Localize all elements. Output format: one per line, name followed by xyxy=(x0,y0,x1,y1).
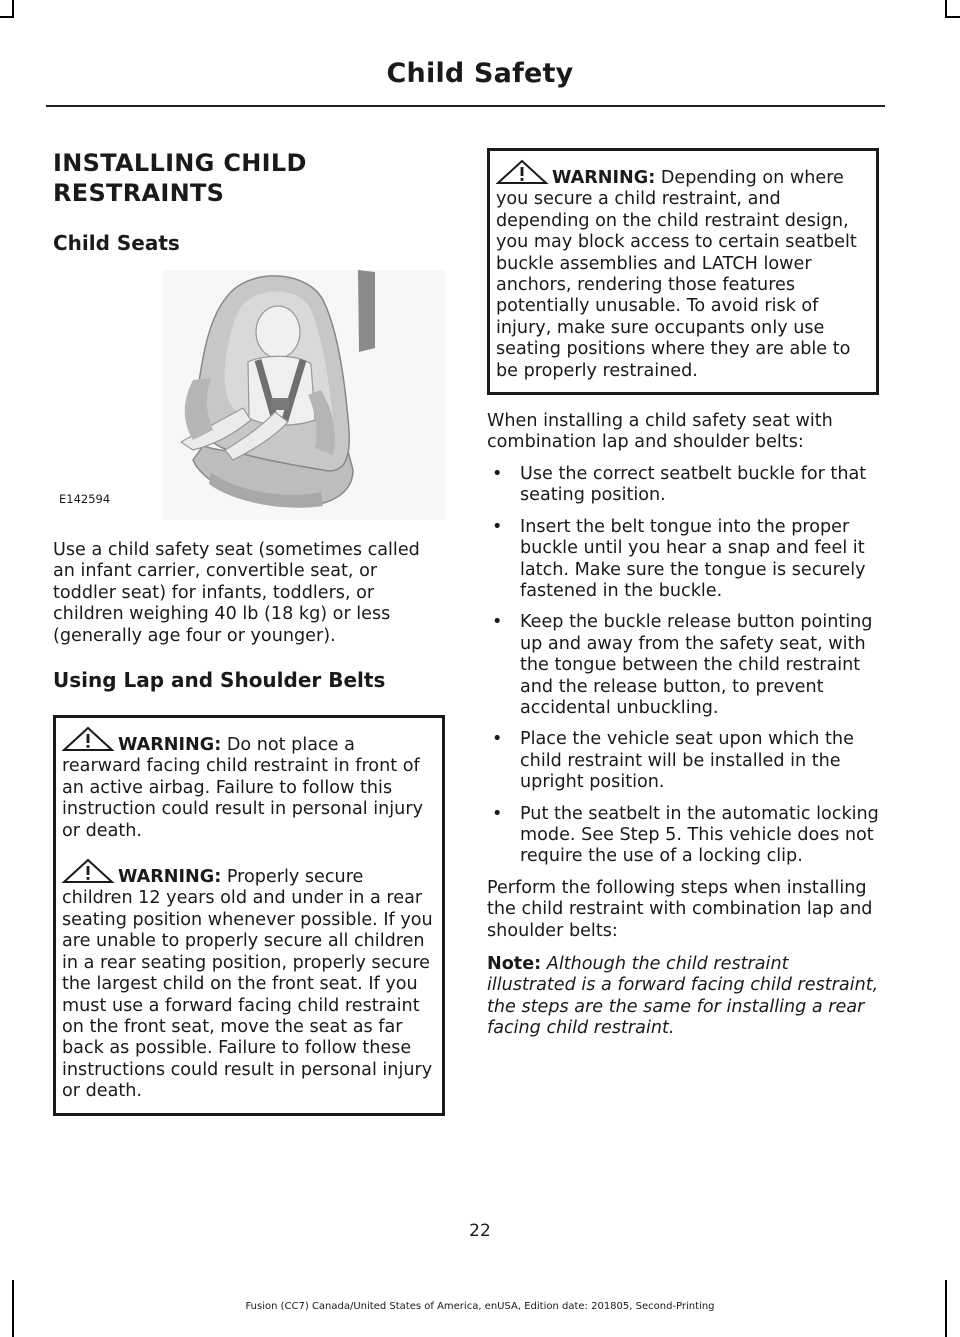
steps-intro: Perform the following steps when installing the child restraint with combination lap and shoulder belts: xyxy=(487,877,873,941)
instruction-list xyxy=(487,464,879,868)
list-item xyxy=(487,804,879,868)
section-heading xyxy=(53,148,445,208)
list-item xyxy=(487,612,879,719)
warning-text: Properly secure children 12 years old and under in a rear seating position whenever possible. If you are unable to properly secure all children in a rear seating position, properly secure the largest child on the front seat. If you must use a forward facing child restraint on the front seat, move the seat as far back as possible. Failure to follow these instructions could result in personal injury or death. xyxy=(62,867,433,1102)
child-seat-figure xyxy=(53,270,445,530)
subheading-lap-shoulder-belts: Using Lap and Shoulder Belts xyxy=(53,668,386,693)
warning-label: WARNING: xyxy=(118,867,222,888)
list-item xyxy=(487,517,879,603)
figure-code: E142594 xyxy=(59,492,111,506)
warning-2 xyxy=(62,858,436,1102)
list-item-text: Use the correct seatbelt buckle for that seating position. xyxy=(520,463,867,506)
warning-triangle-icon xyxy=(496,159,552,185)
header-rule xyxy=(46,105,885,107)
crop-mark xyxy=(945,16,960,18)
list-item-text: Insert the belt tongue into the proper buckle until you hear a snap and feel it latch. Make sure the tongue is securely fastened in the buckle. xyxy=(520,516,866,601)
list-item xyxy=(487,729,879,793)
page-header-title: Child Safety xyxy=(386,58,574,89)
list-item xyxy=(487,464,879,507)
left-column xyxy=(53,148,445,1116)
section-heading-line1: INSTALLING CHILD xyxy=(53,149,307,177)
warning-triangle-icon xyxy=(62,726,118,752)
warning-box-right xyxy=(487,148,879,395)
note-text: Although the child restraint illustrated is a forward facing child restraint, the steps are the same for installing a rear facing child restraint. xyxy=(487,954,879,1039)
section-heading-line2: RESTRAINTS xyxy=(53,179,225,207)
warning-triangle-icon xyxy=(62,858,118,884)
warning-label: WARNING: xyxy=(552,168,656,188)
right-column xyxy=(487,148,879,1040)
list-item-text: Place the vehicle seat upon which the child restraint will be installed in the upright position. xyxy=(520,729,854,793)
page-footer: Fusion (CC7) Canada/United States of America, enUSA, Edition date: 201805, Second-Printing xyxy=(245,1301,715,1312)
bullet-icon: • xyxy=(492,612,503,633)
subheading-child-seats: Child Seats xyxy=(53,231,180,255)
warning-label: WARNING: xyxy=(118,735,222,756)
warning-1 xyxy=(62,726,436,842)
note xyxy=(487,954,879,1040)
list-item-text: Put the seatbelt in the automatic locking mode. See Step 5. This vehicle does not require the use of a locking clip. xyxy=(520,803,879,867)
warning-text: Depending on where you secure a child restraint, and depending on the child restraint design, you may block access to certain seatbelt buckle assemblies and LATCH lower anchors, rendering those features potentially unusable. To avoid risk of injury, make sure occupants only use seating positions where they are able to be properly restrained. xyxy=(496,168,857,381)
bullet-icon: • xyxy=(492,803,503,824)
bullet-icon: • xyxy=(492,516,503,537)
warning-text: Do not place a rearward facing child restraint in front of an active airbag. Failure to follow this instruction could result in personal injury or death. xyxy=(62,735,423,841)
page-number: 22 xyxy=(469,1221,491,1241)
warning-box-left xyxy=(53,715,445,1116)
list-item-text: Keep the buckle release button pointing up and away from the safety seat, with the tongue between the child restraint and the release button, to prevent accidental unbuckling. xyxy=(520,612,873,718)
child-seat-illustration xyxy=(53,270,445,530)
bullet-icon: • xyxy=(492,463,503,484)
warning-3 xyxy=(496,159,870,382)
right-intro: When installing a child safety seat with combination lap and shoulder belts: xyxy=(487,411,833,453)
bullet-icon: • xyxy=(492,729,503,750)
note-label: Note: xyxy=(487,954,542,974)
crop-mark xyxy=(0,16,14,18)
intro-paragraph: Use a child safety seat (sometimes called an infant carrier, convertible seat, or toddler seat) for infants, toddlers, or children weighing 40 lb (18 kg) or less (generally age four or younger). xyxy=(53,540,420,646)
